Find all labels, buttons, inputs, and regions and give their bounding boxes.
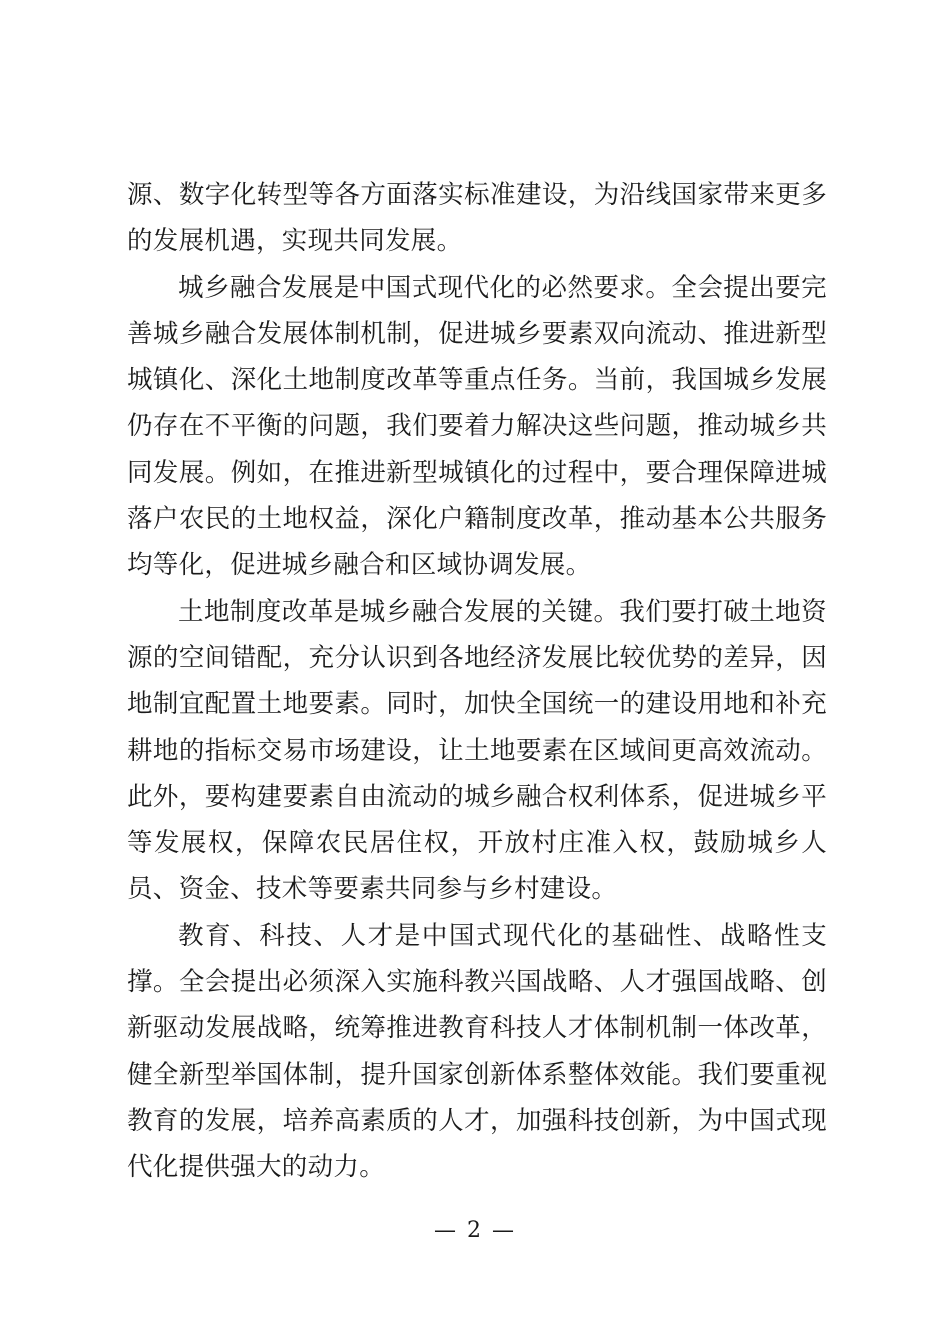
body-text <box>127 172 827 1191</box>
text-line: 城镇化、深化土地制度改革等重点任务。当前，我国城乡发展 <box>127 365 827 396</box>
page-number: — 2 — <box>434 1218 516 1243</box>
text-line: 的发展机遇，实现共同发展。 <box>127 226 463 257</box>
text-line: 同发展。例如，在推进新型城镇化的过程中，要合理保障进城 <box>127 457 827 488</box>
text-line: 源的空间错配，充分认识到各地经济发展比较优势的差异，因 <box>127 642 827 673</box>
text-line: 土地制度改革是城乡融合发展的关键。我们要打破土地资 <box>178 596 827 627</box>
text-line: 善城乡融合发展体制机制，促进城乡要素双向流动、推进新型 <box>127 318 827 349</box>
text-line: 落户农民的土地权益，深化户籍制度改革，推动基本公共服务 <box>127 504 827 535</box>
text-line: 此外，要构建要素自由流动的城乡融合权利体系，促进城乡平 <box>127 781 827 812</box>
text-line: 耕地的指标交易市场建设，让土地要素在区域间更高效流动。 <box>127 735 827 766</box>
text-line: 城乡融合发展是中国式现代化的必然要求。全会提出要完 <box>178 272 827 303</box>
text-line: 地制宜配置土地要素。同时，加快全国统一的建设用地和补充 <box>127 689 827 720</box>
text-line: 等发展权，保障农民居住权，开放村庄准入权，鼓励城乡人 <box>127 828 827 859</box>
text-line: 均等化，促进城乡融合和区域协调发展。 <box>127 550 592 581</box>
text-line: 撑。全会提出必须深入实施科教兴国战略、人才强国战略、创 <box>127 967 827 998</box>
text-line: 源、数字化转型等各方面落实标准建设，为沿线国家带来更多 <box>127 180 827 210</box>
text-line: 健全新型举国体制，提升国家创新体系整体效能。我们要重视 <box>127 1059 827 1090</box>
text-line: 教育的发展，培养高素质的人才，加强科技创新，为中国式现 <box>127 1105 827 1136</box>
text-line: 教育、科技、人才是中国式现代化的基础性、战略性支 <box>178 920 827 951</box>
text-line: 员、资金、技术等要素共同参与乡村建设。 <box>127 874 618 905</box>
text-line: 新驱动发展战略，统筹推进教育科技人才体制机制一体改革， <box>127 1013 827 1044</box>
text-line: 仍存在不平衡的问题，我们要着力解决这些问题，推动城乡共 <box>127 411 827 442</box>
text-line: 代化提供强大的动力。 <box>127 1152 386 1183</box>
